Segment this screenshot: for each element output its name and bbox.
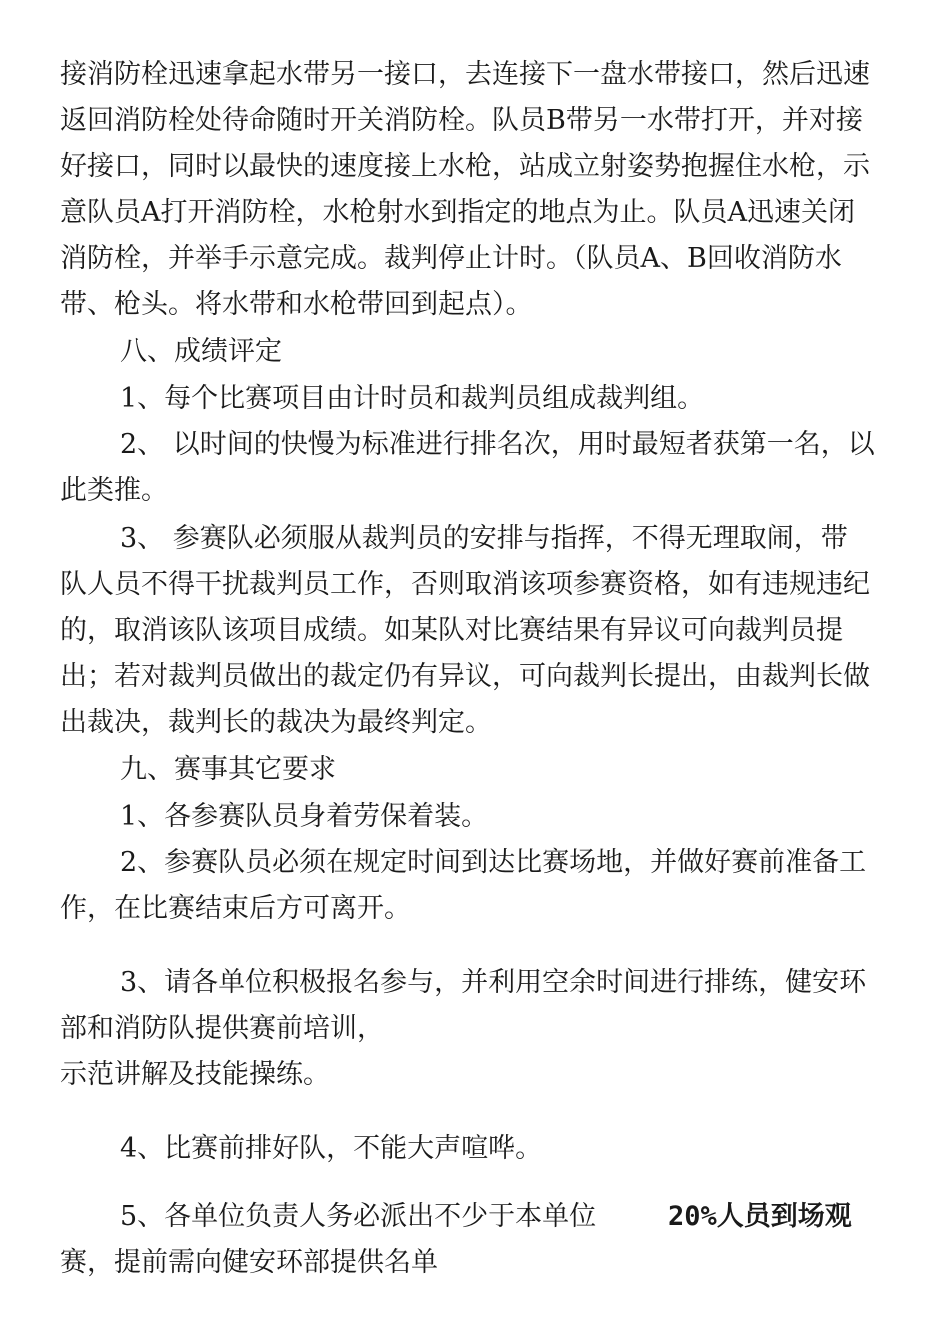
paragraph-line-3: 好接口，同时以最快的速度接上水枪，站成立射姿势抱握住水枪，示 — [60, 151, 870, 182]
list-item-9-3-cont-1: 部和消防队提供赛前培训， — [60, 1013, 384, 1044]
list-item-8-3-cont-2: 的，取消该队该项目成绩。如某队对比赛结果有异议可向裁判员提 — [60, 615, 843, 646]
list-item-8-1: 1、每个比赛项目由计时员和裁判员组成裁判组。 — [120, 383, 705, 414]
section-heading-8: 八、成绩评定 — [120, 336, 282, 367]
paragraph-line-6: 带、枪头。将水带和水枪带回到起点）。 — [60, 289, 533, 320]
list-item-9-2: 2、参赛队员必须在规定时间到达比赛场地，并做好赛前准备工 — [120, 847, 867, 878]
list-item-9-2-cont: 作，在比赛结束后方可离开。 — [60, 893, 411, 924]
paragraph-line-1: 接消防栓迅速拿起水带另一接口，去连接下一盘水带接口，然后迅速 — [60, 59, 870, 90]
list-item-8-3-cont-1: 队人员不得干扰裁判员工作，否则取消该项参赛资格，如有违规违纪 — [60, 569, 870, 600]
list-item-8-3-cont-4: 出裁决，裁判长的裁决为最终判定。 — [60, 707, 492, 738]
list-item-9-3-cont-2: 示范讲解及技能操练。 — [60, 1059, 330, 1090]
paragraph-line-5: 消防栓，并举手示意完成。裁判停止计时。（队员A、B回收消防水 — [60, 243, 842, 274]
list-item-9-5: 5、各单位负责人务必派出不少于本单位 — [120, 1201, 597, 1232]
list-item-9-1: 1、各参赛队员身着劳保着装。 — [120, 801, 489, 832]
list-item-8-2: 2、 以时间的快慢为标准进行排名次，用时最短者获第一名，以 — [120, 429, 875, 460]
section-heading-9: 九、赛事其它要求 — [120, 754, 336, 785]
list-item-8-3-cont-3: 出；若对裁判员做出的裁定仍有异议，可向裁判长提出，由裁判长做 — [60, 661, 870, 692]
list-item-9-4: 4、比赛前排好队，不能大声喧哗。 — [120, 1133, 543, 1164]
list-item-9-3: 3、请各单位积极报名参与，并利用空余时间进行排练，健安环 — [120, 967, 867, 998]
list-item-9-5-cont: 赛，提前需向健安环部提供名单 — [60, 1247, 438, 1278]
paragraph-line-2: 返回消防栓处待命随时开关消防栓。队员B带另一水带打开，并对接 — [60, 105, 863, 136]
list-item-8-2-cont: 此类推。 — [60, 475, 168, 506]
list-item-9-5-percent: 20%人员到场观 — [668, 1201, 852, 1232]
list-item-8-3: 3、 参赛队必须服从裁判员的安排与指挥，不得无理取闹，带 — [120, 523, 848, 554]
paragraph-line-4: 意队员A打开消防栓，水枪射水到指定的地点为止。队员A迅速关闭 — [60, 197, 855, 228]
